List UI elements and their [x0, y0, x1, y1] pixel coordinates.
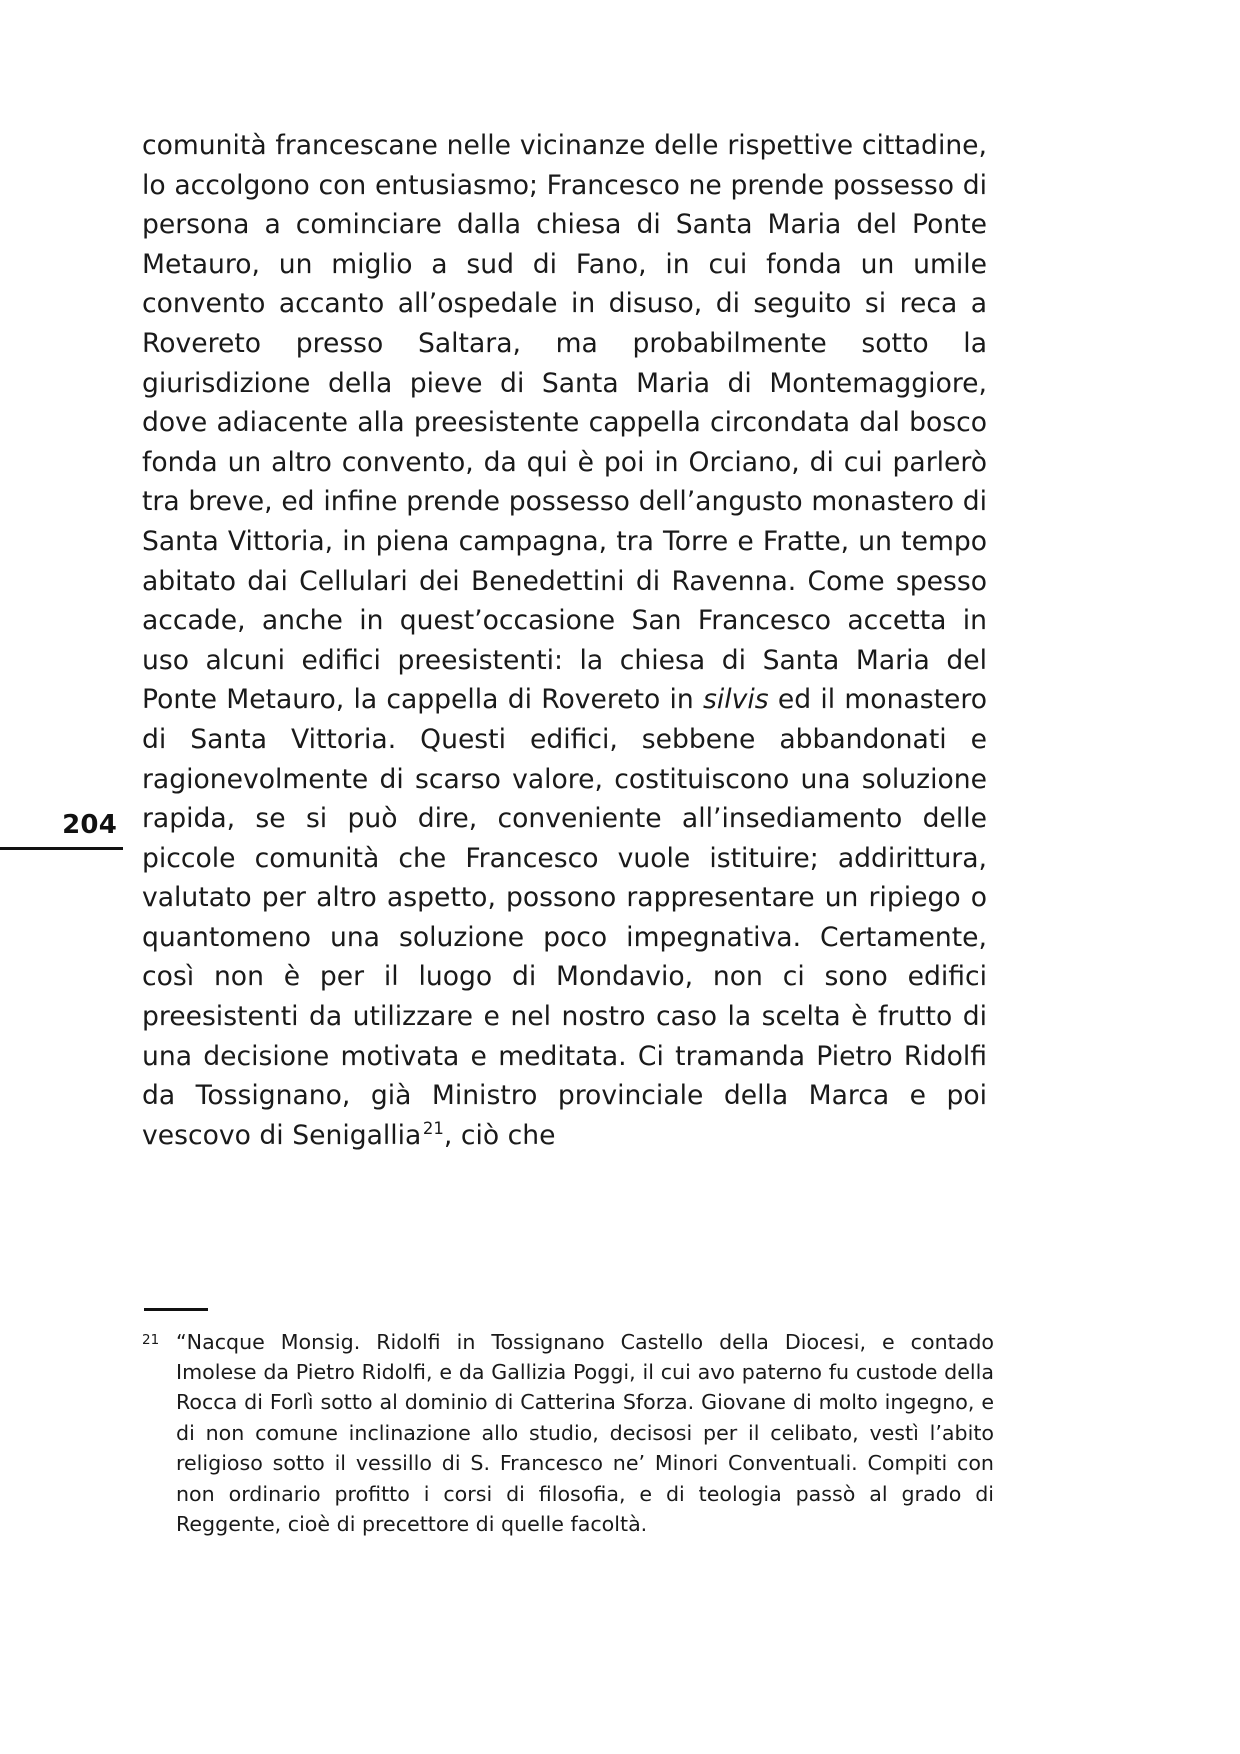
body-paragraph: [142, 126, 987, 1155]
page-number-rule: [0, 847, 123, 850]
body-text-before-italic: comunità francescane nelle vicinanze delle rispettive cittadine, lo accolgono con entusiasmo; Francesco ne prende possesso di persona a cominciare dalla chiesa di Santa Maria del Ponte Metauro, un miglio a sud di Fano, in cui fonda un umile convento accanto all’ospedale in disuso, di seguito si reca a Rovereto presso Saltara, ma probabilmente sotto la giurisdizione della pieve di Santa Maria di Montemaggiore, dove adiacente alla preesistente cappella circondata dal bosco fonda un altro convento, da qui è poi in Orciano, di cui parlerò tra breve, ed infine prende possesso dell’angusto monastero di Santa Vittoria, in piena campagna, tra Torre e Fratte, un tempo abitato dai Cellulari dei Benedettini di Ravenna. Come spesso accade, anche in quest’occasione San Francesco accetta in uso alcuni edifici preesistenti: la chiesa di Santa Maria del Ponte Metauro, la cappella di Rovereto in: [142, 130, 987, 716]
footnote-separator-rule: [144, 1308, 208, 1311]
page-number: 204: [62, 810, 117, 840]
footnote-marker: 21: [142, 1331, 160, 1348]
main-text-column: [142, 126, 987, 1155]
footnote-text: “Nacque Monsig. Ridolfi in Tossignano Castello della Diocesi, e contado Imolese da Pietro Ridolfi, e da Gallizia Poggi, il cui avo paterno fu custode della Rocca di Forlì sotto al dominio di Catterina Sforza. Giovane di molto ingegno, e di non comune inclinazione allo studio, decisosi per il celibato, vestì l’abito religioso sotto il vessillo di S. Francesco ne’ Minori Conventuali. Compiti con non ordinario profitto i corsi di filosofia, e di teologia passò al grado di Reggente, cioè di precettore di quelle facoltà.: [176, 1329, 994, 1536]
footnote-area: [142, 1308, 994, 1539]
footnote-reference-21[interactable]: 21: [422, 1118, 444, 1138]
italic-term-silvis: silvis: [703, 684, 769, 716]
page-number-marker: [0, 812, 123, 850]
body-text-after-italic: ed il monastero di Santa Vittoria. Questi edifici, sebbene abbandonati e ragionevolmente di scarso valore, costituiscono una soluzione rapida, se si può dire, conveniente all’insediamento delle piccole comunità che Francesco vuole istituire; addirittura, valutato per altro aspetto, possono rappresentare un ripiego o quantomeno una soluzione poco impegnativa. Certamente, così non è per il luogo di Mondavio, non ci sono edifici preesistenti da utilizzare e nel nostro caso la scelta è frutto di una decisione motivata e meditata. Ci tramanda Pietro Ridolfi da Tossignano, già Ministro provinciale della Marca e poi vescovo di Senigallia: [142, 684, 987, 1151]
body-text-tail: , ciò che: [443, 1119, 556, 1151]
footnote-entry: [142, 1327, 994, 1540]
